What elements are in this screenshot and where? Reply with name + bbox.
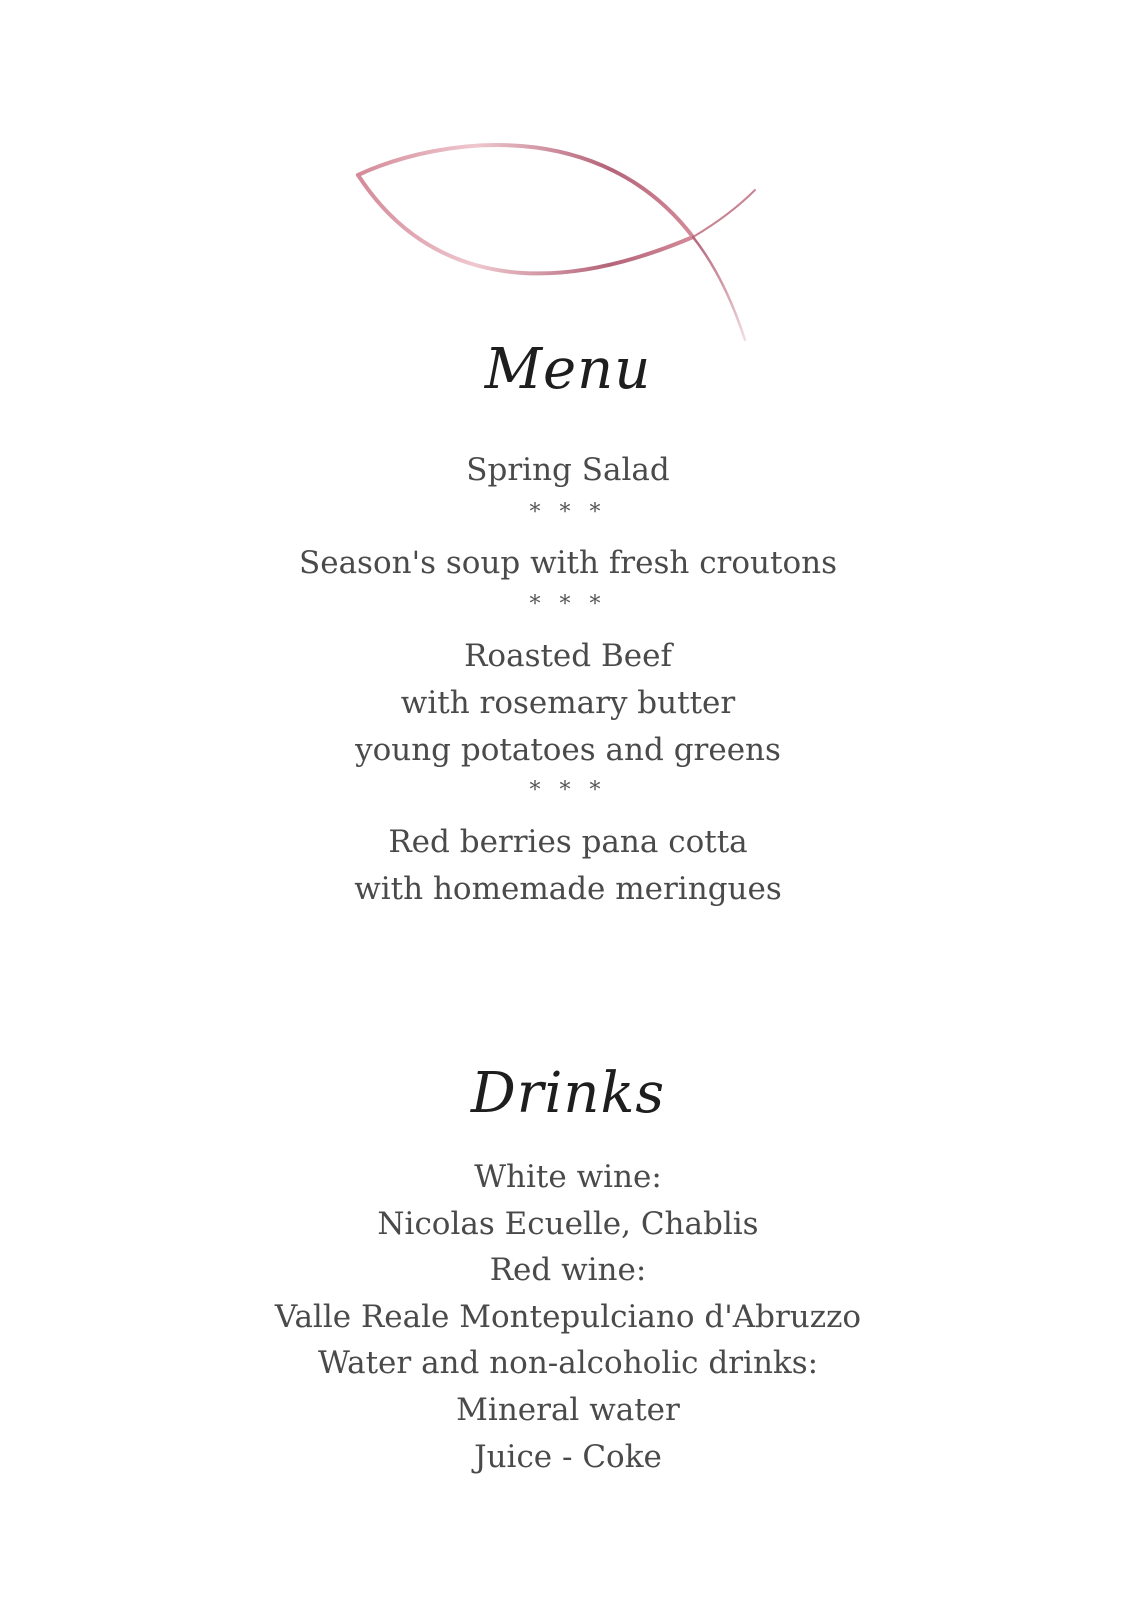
course-3-line-3: young potatoes and greens — [355, 732, 781, 768]
white-wine-label: White wine: — [474, 1159, 662, 1195]
course-4-line-2: with homemade meringues — [354, 871, 782, 907]
separator: * * * — [529, 500, 607, 525]
juice: Juice - Coke — [474, 1439, 662, 1475]
fish-icon — [350, 125, 770, 355]
red-wine-label: Red wine: — [489, 1252, 647, 1288]
separator: * * * — [529, 592, 607, 617]
course-4-line-1: Red berries pana cotta — [388, 824, 748, 860]
menu-title: Menu — [484, 337, 652, 402]
course-3-line-2: with rosemary butter — [400, 685, 736, 721]
white-wine: Nicolas Ecuelle, Chablis — [377, 1206, 759, 1242]
course-1: Spring Salad — [466, 452, 670, 488]
separator: * * * — [529, 778, 607, 803]
drinks-title: Drinks — [470, 1061, 666, 1126]
course-3-line-1: Roasted Beef — [464, 638, 672, 674]
red-wine: Valle Reale Montepulciano d'Abruzzo — [274, 1299, 862, 1335]
water: Mineral water — [456, 1392, 680, 1428]
course-2: Season's soup with fresh croutons — [298, 545, 838, 581]
water-label: Water and non-alcoholic drinks: — [317, 1345, 819, 1381]
